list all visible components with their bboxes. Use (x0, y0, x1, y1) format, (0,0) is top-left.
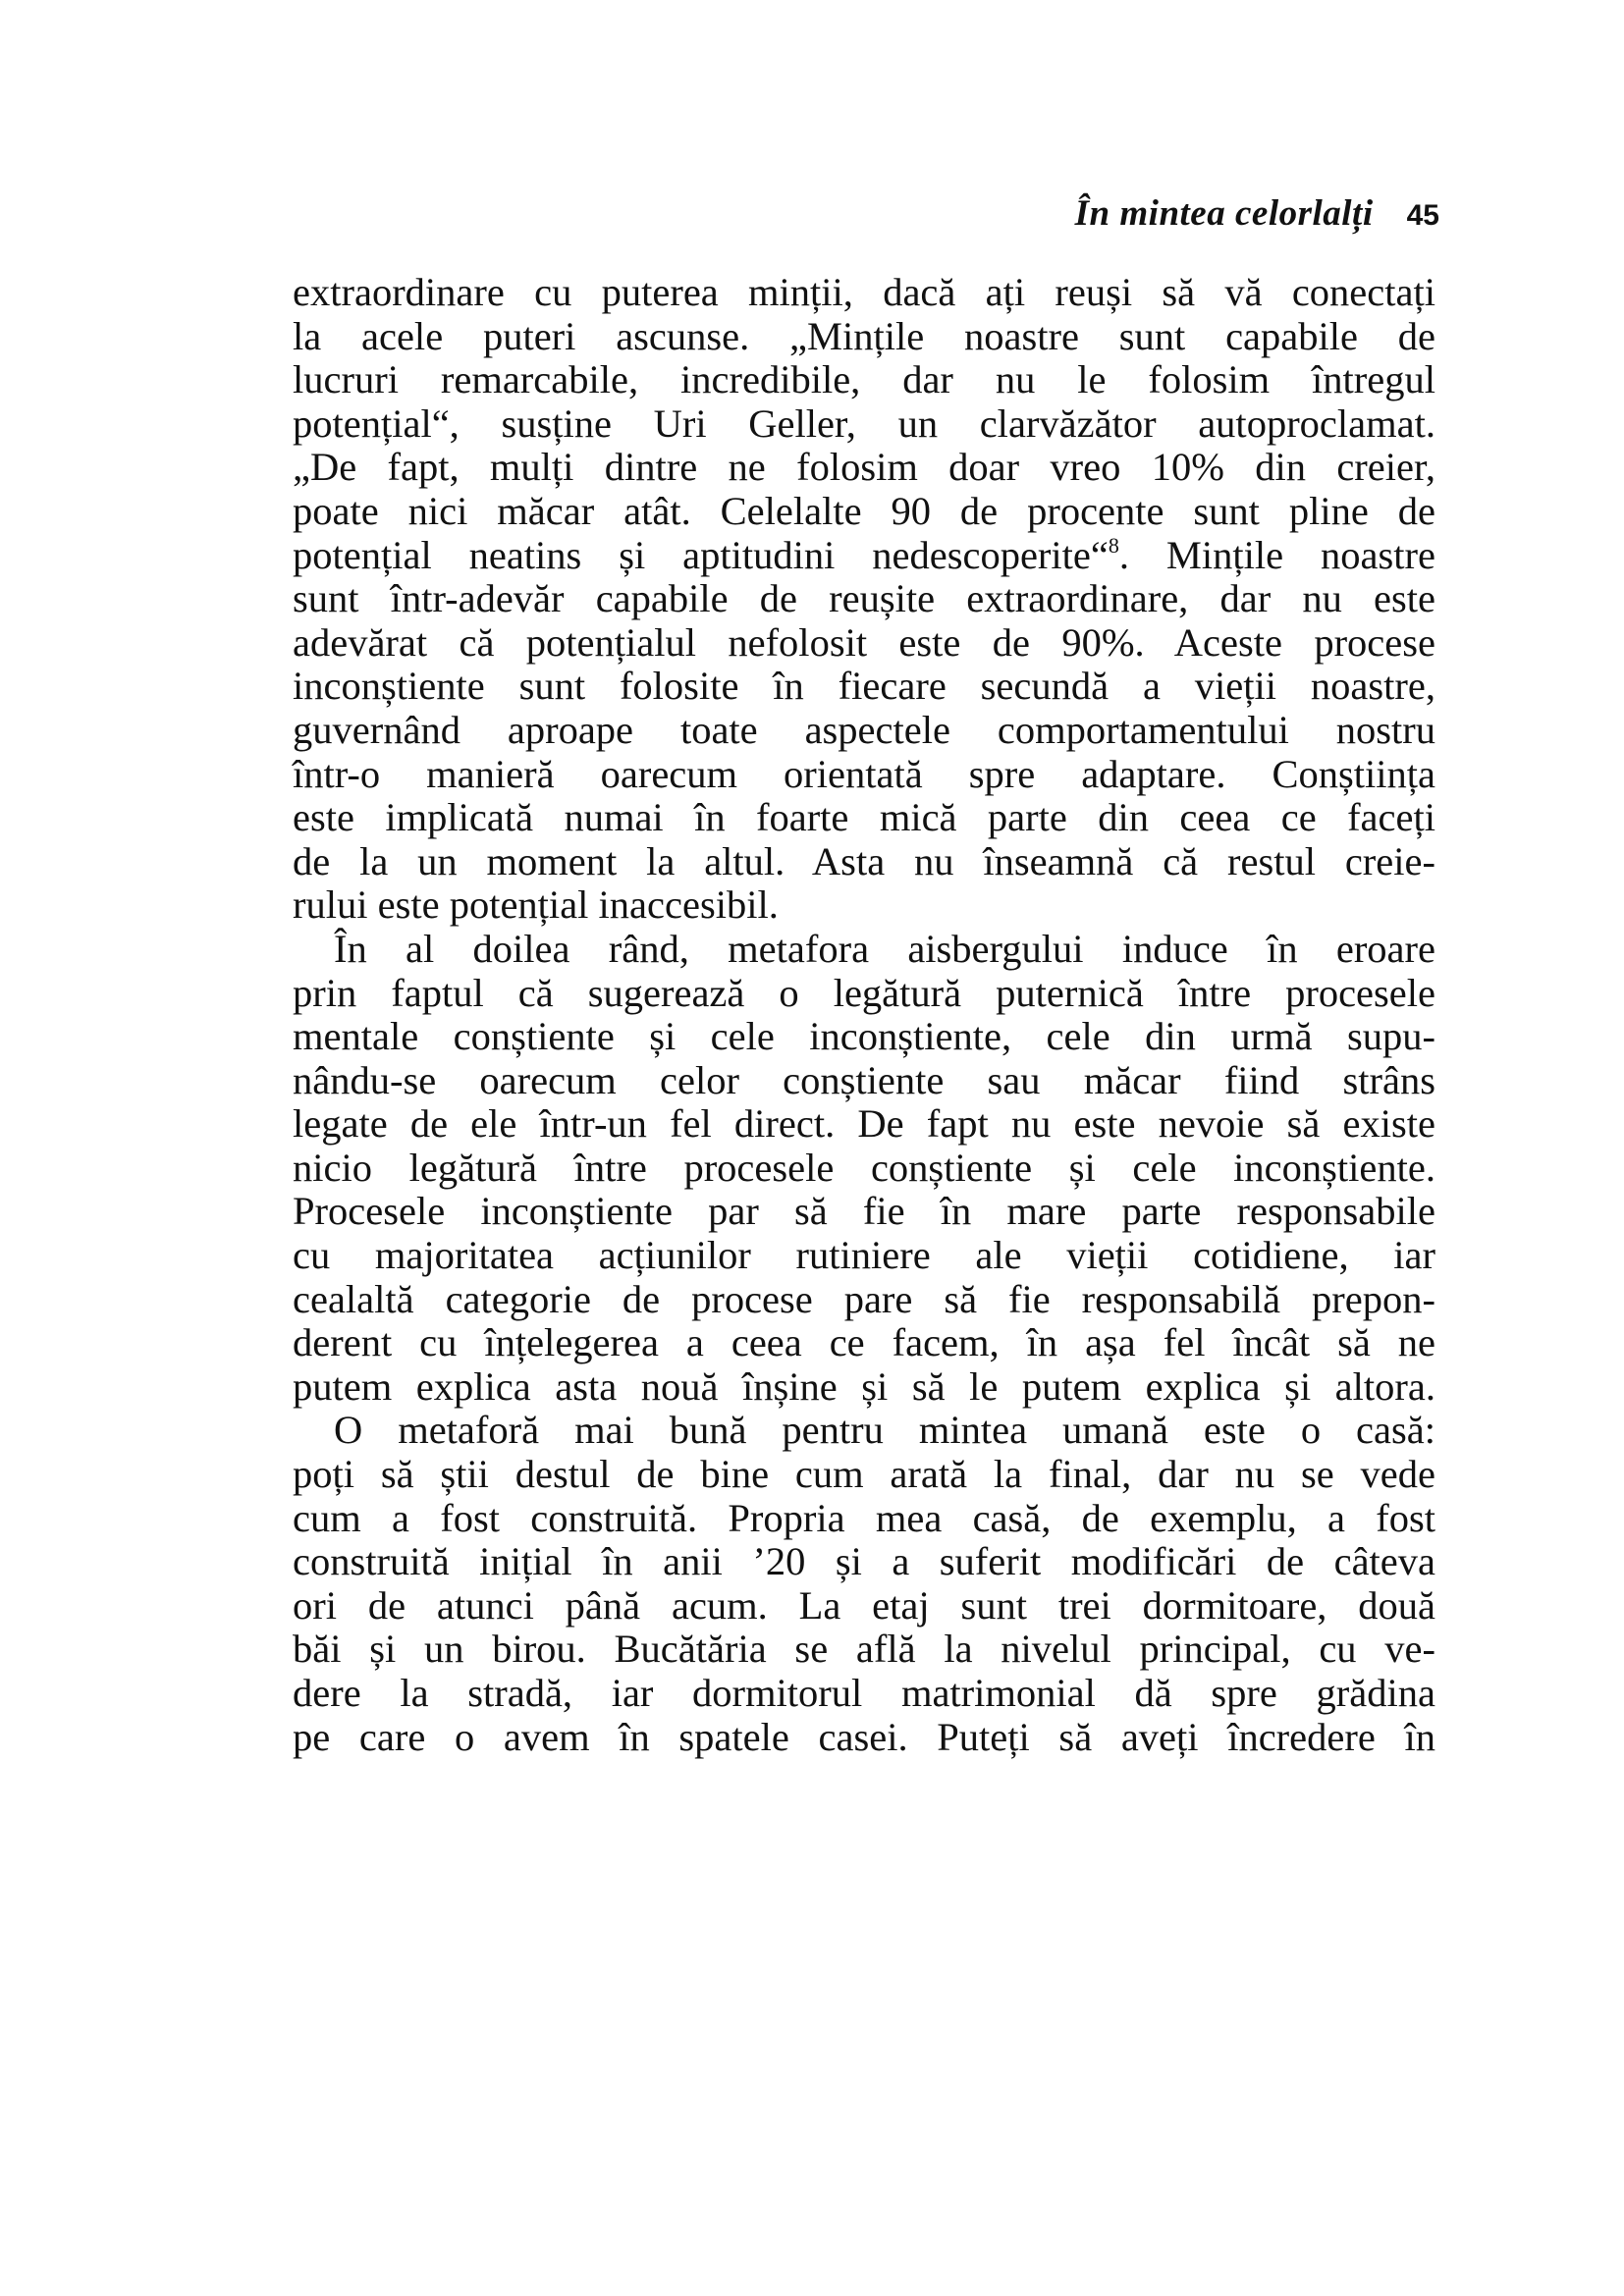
text-line: sunt într-adevăr capabile de reușite extraordinare, dar nu este (293, 576, 1435, 621)
text-line: lucruri remarcabile, incredibile, dar nu le folosim întregul (293, 357, 1435, 402)
text-line: nându-se oarecum celor conștiente sau măcar fiind strâns (293, 1057, 1435, 1102)
text-line: cu majoritatea acțiunilor rutiniere ale vieții cotidiene, iar (293, 1233, 1435, 1278)
running-header (1075, 192, 1439, 235)
text-line: dere la stradă, iar dormitorul matrimonial dă spre grădina (293, 1671, 1435, 1715)
footnote-marker[interactable]: 8 (1108, 532, 1119, 558)
text-line: băi și un birou. Bucătăria se află la nivelul principal, cu ve- (293, 1627, 1435, 1672)
text-line: poate nici măcar atât. Celelalte 90 de procente sunt pline de (293, 488, 1435, 533)
text-line: potențial“, susține Uri Geller, un clarvăzător autoproclamat. (293, 400, 1435, 446)
text-line: cum a fost construită. Propria mea casă, de exemplu, a fost (293, 1495, 1435, 1540)
text-line: pe care o avem în spatele casei. Puteți să aveți încredere în (293, 1714, 1435, 1759)
text-line: inconștiente sunt folosite în fiecare secundă a vieții noastre, (293, 664, 1435, 709)
running-title: În mintea celorlalți (1074, 193, 1374, 234)
text-line: la acele puteri ascunse. „Mințile noastre sunt capabile de (293, 313, 1435, 358)
text-line: este implicată numai în foarte mică parte din ceea ce faceți (293, 795, 1435, 840)
page-number: 45 (1406, 199, 1439, 232)
text-line: construită inițial în anii ’20 și a suferit modificări de câteva (293, 1539, 1435, 1584)
text-line: prin faptul că sugerează o legătură puternică între procesele (293, 970, 1435, 1015)
text-line: mentale conștiente și cele inconștiente, cele din urmă supu- (293, 1014, 1435, 1059)
text-line: extraordinare cu puterea minții, dacă ați reuși să vă conectați (293, 270, 1435, 314)
text-line: adevărat că potențialul nefolosit este de 90%. Aceste procese (293, 619, 1435, 665)
text-line: În al doilea rând, metafora aisbergului induce în eroare (334, 926, 1435, 971)
text-segment: . Mințile noastre (1118, 532, 1435, 577)
body-text (293, 271, 1435, 1759)
text-line: guvernând aproape toate aspectele comportamentului nostru (293, 707, 1435, 752)
paragraph (293, 1409, 1435, 1759)
paragraph (293, 928, 1435, 1410)
text-line: Procesele inconștiente par să fie în mare parte responsabile (293, 1189, 1435, 1234)
text-line: poți să știi destul de bine cum arată la final, dar nu se vede (293, 1452, 1435, 1497)
text-line: O metaforă mai bună pentru mintea umană este o casă: (334, 1408, 1435, 1453)
text-line: ori de atunci până acum. La etaj sunt trei dormitoare, două (293, 1582, 1435, 1628)
text-segment: potențial neatins și aptitudini nedescoperite“ (293, 532, 1109, 577)
text-line: rului este potențial inaccesibil. (293, 882, 779, 928)
text-line: legate de ele într-un fel direct. De fapt nu este nevoie să existe (293, 1101, 1435, 1147)
text-line: putem explica asta nouă înșine și să le putem explica și altora. (293, 1363, 1435, 1409)
text-line: „De fapt, mulți dintre ne folosim doar vreo 10% din creier, (293, 445, 1435, 490)
text-line: derent cu înțelegerea a ceea ce facem, în așa fel încât să ne (293, 1320, 1435, 1365)
text-line: cealaltă categorie de procese pare să fie responsabilă prepon- (293, 1276, 1435, 1321)
text-line: de la un moment la altul. Asta nu înseamnă că restul creie- (293, 838, 1435, 883)
text-line: nicio legătură între procesele conștiente și cele inconștiente. (293, 1145, 1435, 1190)
text-line-with-footnote (293, 534, 1435, 578)
text-line: într-o manieră oarecum orientată spre adaptare. Conștiința (293, 751, 1435, 796)
paragraph (293, 271, 1435, 928)
